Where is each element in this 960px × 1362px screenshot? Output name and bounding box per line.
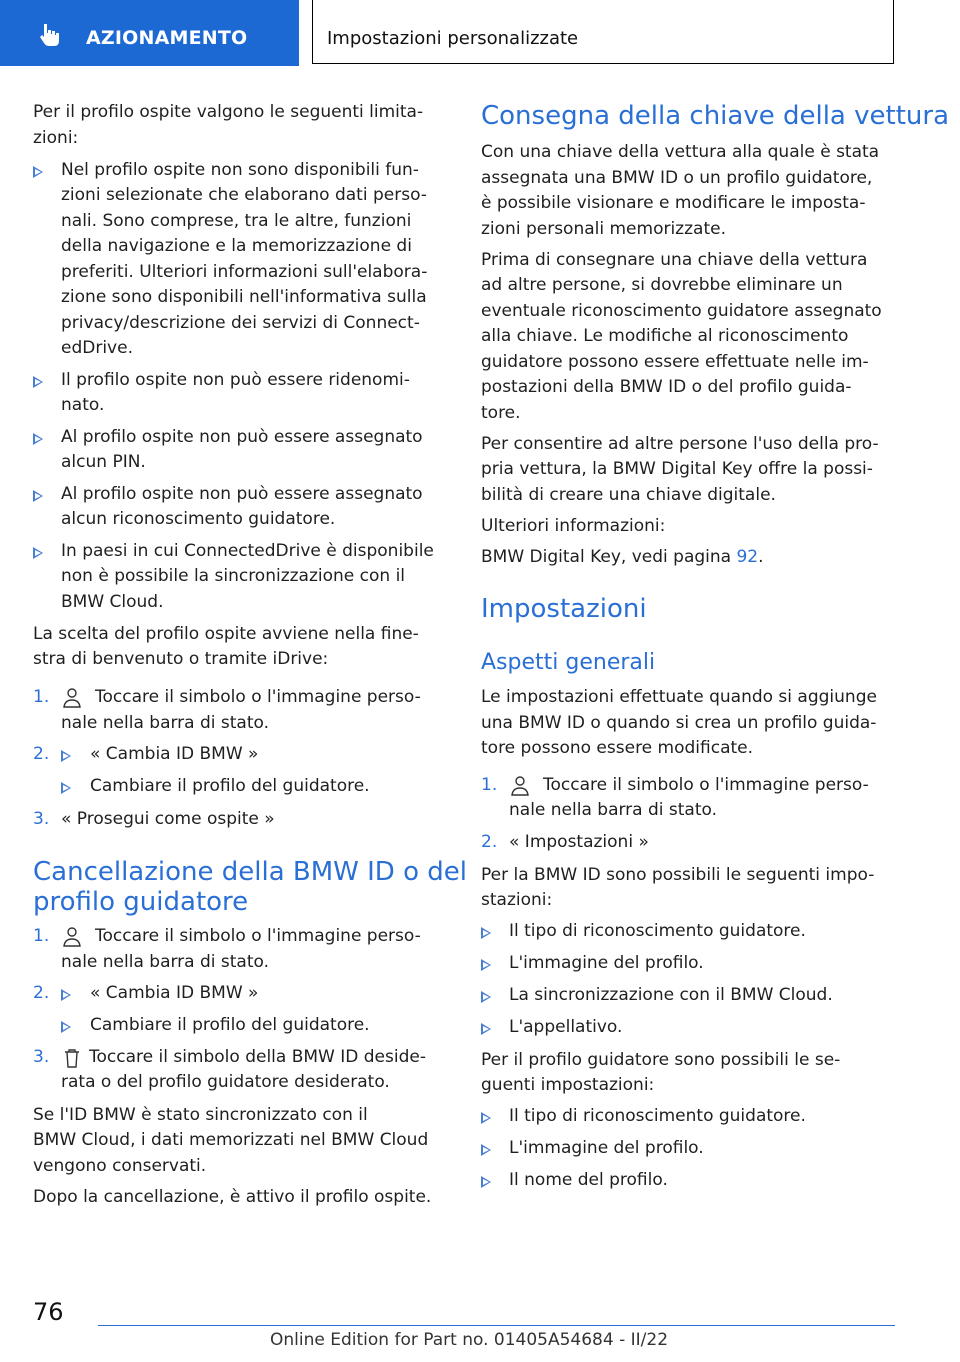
bullet-triangle-icon xyxy=(481,1023,491,1035)
paragraph-line: BMW Cloud, i dati memorizzati nel BMW Cloud xyxy=(33,1130,429,1150)
bullet-text: BMW Cloud. xyxy=(61,592,164,612)
reference-suffix: . xyxy=(758,547,764,567)
paragraph-line: guenti impostazioni: xyxy=(481,1075,655,1095)
step-text: Cambiare il profilo del guidatore. xyxy=(90,776,370,796)
paragraph-line: La scelta del profilo ospite avviene nella fine- xyxy=(33,624,419,644)
person-icon xyxy=(62,926,82,948)
step-number: 1. xyxy=(481,775,498,795)
step-text: nale nella barra di stato. xyxy=(61,713,270,733)
paragraph-line: stra di benvenuto o tramite iDrive: xyxy=(33,649,329,669)
paragraph-line: Se l'ID BMW è stato sincronizzato con il xyxy=(33,1105,368,1125)
person-icon xyxy=(510,775,530,797)
step-number: 1. xyxy=(33,926,50,946)
paragraph-line: postazioni della BMW ID o del profilo guida- xyxy=(481,377,852,397)
bullet-triangle-icon xyxy=(481,959,491,971)
paragraph-line: Prima di consegnare una chiave della vettura xyxy=(481,250,868,270)
paragraph-line: tore possono essere modificate. xyxy=(481,738,754,758)
step-text: nale nella barra di stato. xyxy=(509,800,718,820)
bullet-triangle-icon xyxy=(481,1112,491,1124)
trash-icon xyxy=(62,1047,82,1069)
paragraph-line: Con una chiave della vettura alla quale è stata xyxy=(481,142,880,162)
bullet-text: della navigazione e la memorizzazione di xyxy=(61,236,412,256)
bullet-triangle-icon xyxy=(61,782,71,794)
paragraph-line xyxy=(481,545,764,571)
bullet-text: Il nome del profilo. xyxy=(509,1170,668,1190)
person-icon xyxy=(62,687,82,709)
footer-divider xyxy=(98,1325,895,1326)
bullet-triangle-icon xyxy=(33,547,43,559)
step-text: Toccare il simbolo o l'immagine perso- xyxy=(95,687,421,707)
section-heading: Impostazioni xyxy=(481,594,647,624)
paragraph-line: Dopo la cancellazione, è attivo il profilo ospite. xyxy=(33,1187,432,1207)
paragraph-line: assegnata una BMW ID o un profilo guidatore, xyxy=(481,168,873,188)
paragraph-line: tore. xyxy=(481,403,521,423)
paragraph-line: stazioni: xyxy=(481,890,553,910)
step-number: 2. xyxy=(33,744,50,764)
bullet-text: La sincronizzazione con il BMW Cloud. xyxy=(509,985,833,1005)
section-label: AZIONAMENTO xyxy=(86,27,248,49)
paragraph-line: ad altre persone, si dovrebbe eliminare un xyxy=(481,275,843,295)
bullet-text: Il tipo di riconoscimento guidatore. xyxy=(509,921,806,941)
hand-pointer-icon xyxy=(38,22,64,48)
bullet-text: nali. Sono comprese, tra le altre, funzioni xyxy=(61,211,412,231)
paragraph-line: Ulteriori informazioni: xyxy=(481,516,666,536)
bullet-text: zione sono disponibili nell'informativa sulla xyxy=(61,287,427,307)
paragraph-line: vengono conservati. xyxy=(33,1156,207,1176)
paragraph-line: Per la BMW ID sono possibili le seguenti impo- xyxy=(481,865,875,885)
step-text: « Impostazioni » xyxy=(509,832,649,852)
paragraph-line: è possibile visionare e modificare le imposta- xyxy=(481,193,866,213)
paragraph-line: bilità di creare una chiave digitale. xyxy=(481,485,776,505)
paragraph-line: Per il profilo guidatore sono possibili le se- xyxy=(481,1050,841,1070)
step-number: 2. xyxy=(33,983,50,1003)
bullet-triangle-icon xyxy=(33,166,43,178)
step-text: Toccare il simbolo o l'immagine perso- xyxy=(543,775,869,795)
bullet-triangle-icon xyxy=(61,1021,71,1033)
bullet-text: alcun PIN. xyxy=(61,452,146,472)
bullet-triangle-icon xyxy=(33,376,43,388)
bullet-text: nato. xyxy=(61,395,105,415)
bullet-triangle-icon xyxy=(61,989,71,1001)
bullet-text: L'immagine del profilo. xyxy=(509,953,704,973)
intro-line-2: zioni: xyxy=(33,128,79,148)
bullet-text: In paesi in cui ConnectedDrive è disponibile xyxy=(61,541,434,561)
subsection-heading: Aspetti generali xyxy=(481,650,656,675)
bullet-triangle-icon xyxy=(33,433,43,445)
bullet-triangle-icon xyxy=(33,490,43,502)
paragraph-line: pria vettura, la BMW Digital Key offre la possi- xyxy=(481,459,873,479)
bullet-text: edDrive. xyxy=(61,338,133,358)
step-number: 3. xyxy=(33,1047,50,1067)
bullet-text: L'appellativo. xyxy=(509,1017,623,1037)
paragraph-line: alla chiave. Le modifiche al riconoscimento xyxy=(481,326,849,346)
intro-line-1: Per il profilo ospite valgono le seguenti limita- xyxy=(33,102,424,122)
bullet-triangle-icon xyxy=(481,1176,491,1188)
step-text: « Cambia ID BMW » xyxy=(90,983,259,1003)
paragraph-line: Per consentire ad altre persone l'uso della pro- xyxy=(481,434,879,454)
bullet-triangle-icon xyxy=(481,991,491,1003)
step-text: « Prosegui come ospite » xyxy=(61,809,275,829)
bullet-text: Al profilo ospite non può essere assegnato xyxy=(61,427,423,447)
section-tab xyxy=(0,0,299,66)
step-text: « Cambia ID BMW » xyxy=(90,744,259,764)
bullet-triangle-icon xyxy=(481,927,491,939)
bullet-text: alcun riconoscimento guidatore. xyxy=(61,509,336,529)
section-heading: Consegna della chiave della vettura xyxy=(481,101,949,131)
bullet-text: privacy/descrizione dei servizi di Connect- xyxy=(61,313,420,333)
bullet-text: Al profilo ospite non può essere assegnato xyxy=(61,484,423,504)
step-text: nale nella barra di stato. xyxy=(61,952,270,972)
section-heading: Cancellazione della BMW ID o del xyxy=(33,857,467,887)
page-header xyxy=(0,0,960,66)
bullet-text: Nel profilo ospite non sono disponibili fun- xyxy=(61,160,419,180)
step-number: 1. xyxy=(33,687,50,707)
bullet-text: preferiti. Ulteriori informazioni sull'elabora- xyxy=(61,262,428,282)
step-text: Toccare il simbolo o l'immagine perso- xyxy=(95,926,421,946)
paragraph-line: guidatore possono essere effettuate nelle im- xyxy=(481,352,869,372)
page-title: Impostazioni personalizzate xyxy=(327,28,579,49)
step-number: 2. xyxy=(481,832,498,852)
bullet-text: Il tipo di riconoscimento guidatore. xyxy=(509,1106,806,1126)
page-number: 76 xyxy=(33,1298,64,1326)
bullet-triangle-icon xyxy=(61,750,71,762)
bullet-text: Il profilo ospite non può essere ridenomi- xyxy=(61,370,410,390)
bullet-text: zioni selezionate che elaborano dati perso- xyxy=(61,185,427,205)
step-text: rata o del profilo guidatore desiderato. xyxy=(61,1072,390,1092)
step-text: Cambiare il profilo del guidatore. xyxy=(90,1015,370,1035)
bullet-text: L'immagine del profilo. xyxy=(509,1138,704,1158)
paragraph-line: Le impostazioni effettuate quando si aggiunge xyxy=(481,687,877,707)
section-heading: profilo guidatore xyxy=(33,887,249,917)
edition-text: Online Edition for Part no. 01405A54684 - II/22 xyxy=(270,1330,669,1350)
bullet-text: non è possibile la sincronizzazione con il xyxy=(61,566,406,586)
paragraph-line: eventuale riconoscimento guidatore assegnato xyxy=(481,301,882,321)
step-number: 3. xyxy=(33,809,50,829)
step-text: Toccare il simbolo della BMW ID deside- xyxy=(89,1047,426,1067)
paragraph-line: una BMW ID o quando si crea un profilo guida- xyxy=(481,713,877,733)
bullet-triangle-icon xyxy=(481,1144,491,1156)
paragraph-line: zioni personali memorizzate. xyxy=(481,219,726,239)
reference-text: BMW Digital Key, vedi pagina xyxy=(481,547,737,567)
page-title-box xyxy=(312,0,894,64)
page-link[interactable]: 92 xyxy=(736,547,759,567)
